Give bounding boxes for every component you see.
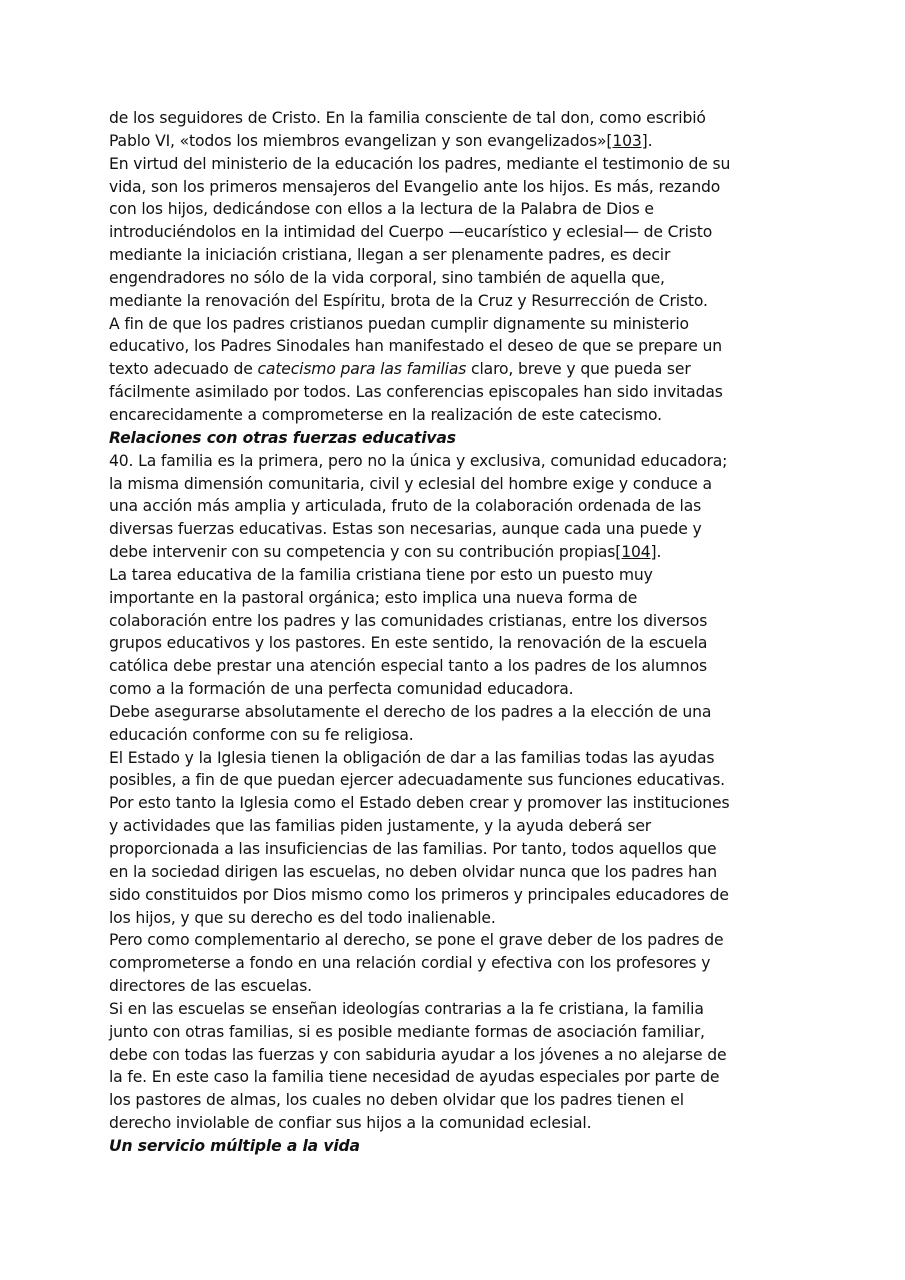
text-span: comprometerse a fondo en una relación cordial y efectiva con los profesores y bbox=[109, 954, 711, 973]
section-heading bbox=[109, 427, 829, 450]
text-span: engendradores no sólo de la vida corporal, sino también de aquella que, bbox=[109, 268, 665, 287]
text-span: 40. La familia es la primera, pero no la única y exclusiva, comunidad educadora; bbox=[109, 451, 728, 470]
text-span: grupos educativos y los pastores. En este sentido, la renovación de la escuela bbox=[109, 634, 708, 653]
text-line bbox=[109, 541, 829, 564]
text-span: la fe. En este caso la familia tiene necesidad de ayudas especiales por parte de bbox=[109, 1068, 720, 1087]
text-span: Pablo VI, «todos los miembros evangelizan y son evangelizados» bbox=[109, 131, 607, 150]
text-span: derecho inviolable de confiar sus hijos a la comunidad eclesial. bbox=[109, 1114, 592, 1133]
text-span: debe intervenir con su competencia y con su contribución propias bbox=[109, 543, 616, 562]
text-line bbox=[109, 313, 829, 336]
text-span: Debe asegurarse absolutamente el derecho de los padres a la elección de una bbox=[109, 702, 712, 721]
text-line bbox=[109, 792, 829, 815]
text-line bbox=[109, 929, 829, 952]
text-line bbox=[109, 495, 829, 518]
section-heading bbox=[109, 1135, 829, 1158]
text-line bbox=[109, 838, 829, 861]
text-line bbox=[109, 1021, 829, 1044]
text-line bbox=[109, 221, 829, 244]
text-span: Si en las escuelas se enseñan ideologías contrarias a la fe cristiana, la familia bbox=[109, 999, 704, 1018]
text-line bbox=[109, 907, 829, 930]
text-line bbox=[109, 198, 829, 221]
text-line bbox=[109, 450, 829, 473]
footnote-link[interactable]: [103] bbox=[606, 131, 648, 150]
text-line bbox=[109, 1089, 829, 1112]
text-line bbox=[109, 358, 829, 381]
text-line bbox=[109, 381, 829, 404]
text-span: educación conforme con su fe religiosa. bbox=[109, 725, 414, 744]
text-line bbox=[109, 655, 829, 678]
text-span: encarecidamente a comprometerse en la realización de este catecismo. bbox=[109, 405, 662, 424]
text-span: proporcionada a las insuficiencias de las familias. Por tanto, todos aquellos que bbox=[109, 840, 717, 858]
text-line bbox=[109, 107, 829, 130]
text-span: los pastores de almas, los cuales no deben olvidar que los padres tienen el bbox=[109, 1091, 684, 1110]
text-span: mediante la renovación del Espíritu, brota de la Cruz y Resurrección de Cristo. bbox=[109, 291, 708, 310]
text-span: posibles, a fin de que puedan ejercer adecuadamente sus funciones educativas. bbox=[109, 771, 725, 790]
text-span: colaboración entre los padres y las comunidades cristianas, entre los diversos bbox=[109, 611, 708, 630]
text-line bbox=[109, 518, 829, 541]
text-line bbox=[109, 1066, 829, 1089]
text-span: fácilmente asimilado por todos. Las conferencias episcopales han sido invitadas bbox=[109, 383, 723, 402]
text-span: y actividades que las familias piden justamente, y la ayuda deberá ser bbox=[109, 817, 652, 836]
italic-text: catecismo para las familias bbox=[257, 360, 467, 379]
text-line bbox=[109, 747, 829, 770]
document-page bbox=[109, 107, 829, 1158]
text-span: Pero como complementario al derecho, se pone el grave deber de los padres de bbox=[109, 931, 724, 950]
text-span: educativo, los Padres Sinodales han manifestado el deseo de que se prepare un bbox=[109, 337, 723, 356]
text-line bbox=[109, 724, 829, 747]
text-span: sido constituidos por Dios mismo como los primeros y principales educadores de bbox=[109, 885, 729, 904]
text-line bbox=[109, 1044, 829, 1067]
text-span: católica debe prestar una atención especial tanto a los padres de los alumnos bbox=[109, 657, 707, 676]
text-line bbox=[109, 815, 829, 838]
text-span: directores de las escuelas. bbox=[109, 977, 312, 996]
text-span: A fin de que los padres cristianos puedan cumplir dignamente su ministerio bbox=[109, 314, 689, 333]
text-span: . bbox=[647, 131, 653, 150]
text-line bbox=[109, 998, 829, 1021]
text-line bbox=[109, 244, 829, 267]
text-line bbox=[109, 473, 829, 496]
text-line bbox=[109, 678, 829, 701]
text-span: El Estado y la Iglesia tienen la obligación de dar a las familias todas las ayudas bbox=[109, 748, 715, 767]
text-line bbox=[109, 1112, 829, 1135]
text-line bbox=[109, 861, 829, 884]
text-span: mediante la iniciación cristiana, llegan a ser plenamente padres, es decir bbox=[109, 246, 671, 265]
text-span: Por esto tanto la Iglesia como el Estado deben crear y promover las instituciones bbox=[109, 794, 730, 813]
text-span: texto adecuado de bbox=[109, 360, 258, 379]
text-line bbox=[109, 130, 829, 153]
text-span: los hijos, y que su derecho es del todo inalienable. bbox=[109, 908, 496, 927]
text-line bbox=[109, 290, 829, 313]
text-span: junto con otras familias, si es posible mediante formas de asociación familiar, bbox=[109, 1022, 705, 1041]
text-line bbox=[109, 335, 829, 358]
text-span: debe con todas las fuerzas y con sabiduria ayudar a los jóvenes a no alejarse de bbox=[109, 1045, 727, 1064]
text-span: diversas fuerzas educativas. Estas son necesarias, aunque cada una puede y bbox=[109, 520, 702, 539]
text-span: . bbox=[656, 543, 662, 562]
text-span: una acción más amplia y articulada, fruto de la colaboración ordenada de las bbox=[109, 497, 702, 516]
text-line bbox=[109, 884, 829, 907]
text-line bbox=[109, 952, 829, 975]
text-line bbox=[109, 153, 829, 176]
text-span: vida, son los primeros mensajeros del Evangelio ante los hijos. Es más, rezando bbox=[109, 177, 721, 196]
text-span: importante en la pastoral orgánica; esto implica una nueva forma de bbox=[109, 588, 638, 607]
text-line bbox=[109, 701, 829, 724]
text-span: de los seguidores de Cristo. En la familia consciente de tal don, como escribió bbox=[109, 109, 706, 127]
text-span: como a la formación de una perfecta comunidad educadora. bbox=[109, 680, 574, 699]
text-line bbox=[109, 587, 829, 610]
text-span: en la sociedad dirigen las escuelas, no deben olvidar nunca que los padres han bbox=[109, 862, 717, 881]
text-span: En virtud del ministerio de la educación los padres, mediante el testimonio de su bbox=[109, 154, 731, 173]
text-line bbox=[109, 769, 829, 792]
text-span: con los hijos, dedicándose con ellos a la lectura de la Palabra de Dios e bbox=[109, 200, 654, 219]
text-span: Relaciones con otras fuerzas educativas bbox=[109, 428, 456, 447]
footnote-link[interactable]: [104] bbox=[615, 543, 657, 562]
text-span: Un servicio múltiple a la vida bbox=[109, 1136, 360, 1155]
text-span: La tarea educativa de la familia cristiana tiene por esto un puesto muy bbox=[109, 565, 653, 584]
text-line bbox=[109, 632, 829, 655]
text-span: introduciéndolos en la intimidad del Cuerpo —eucarístico y eclesial— de Cristo bbox=[109, 223, 713, 242]
text-line bbox=[109, 610, 829, 633]
text-span: claro, breve y que pueda ser bbox=[466, 360, 691, 379]
text-span: la misma dimensión comunitaria, civil y eclesial del hombre exige y conduce a bbox=[109, 474, 712, 493]
text-line bbox=[109, 404, 829, 427]
text-line bbox=[109, 564, 829, 587]
text-line bbox=[109, 176, 829, 199]
text-line bbox=[109, 267, 829, 290]
text-line bbox=[109, 975, 829, 998]
